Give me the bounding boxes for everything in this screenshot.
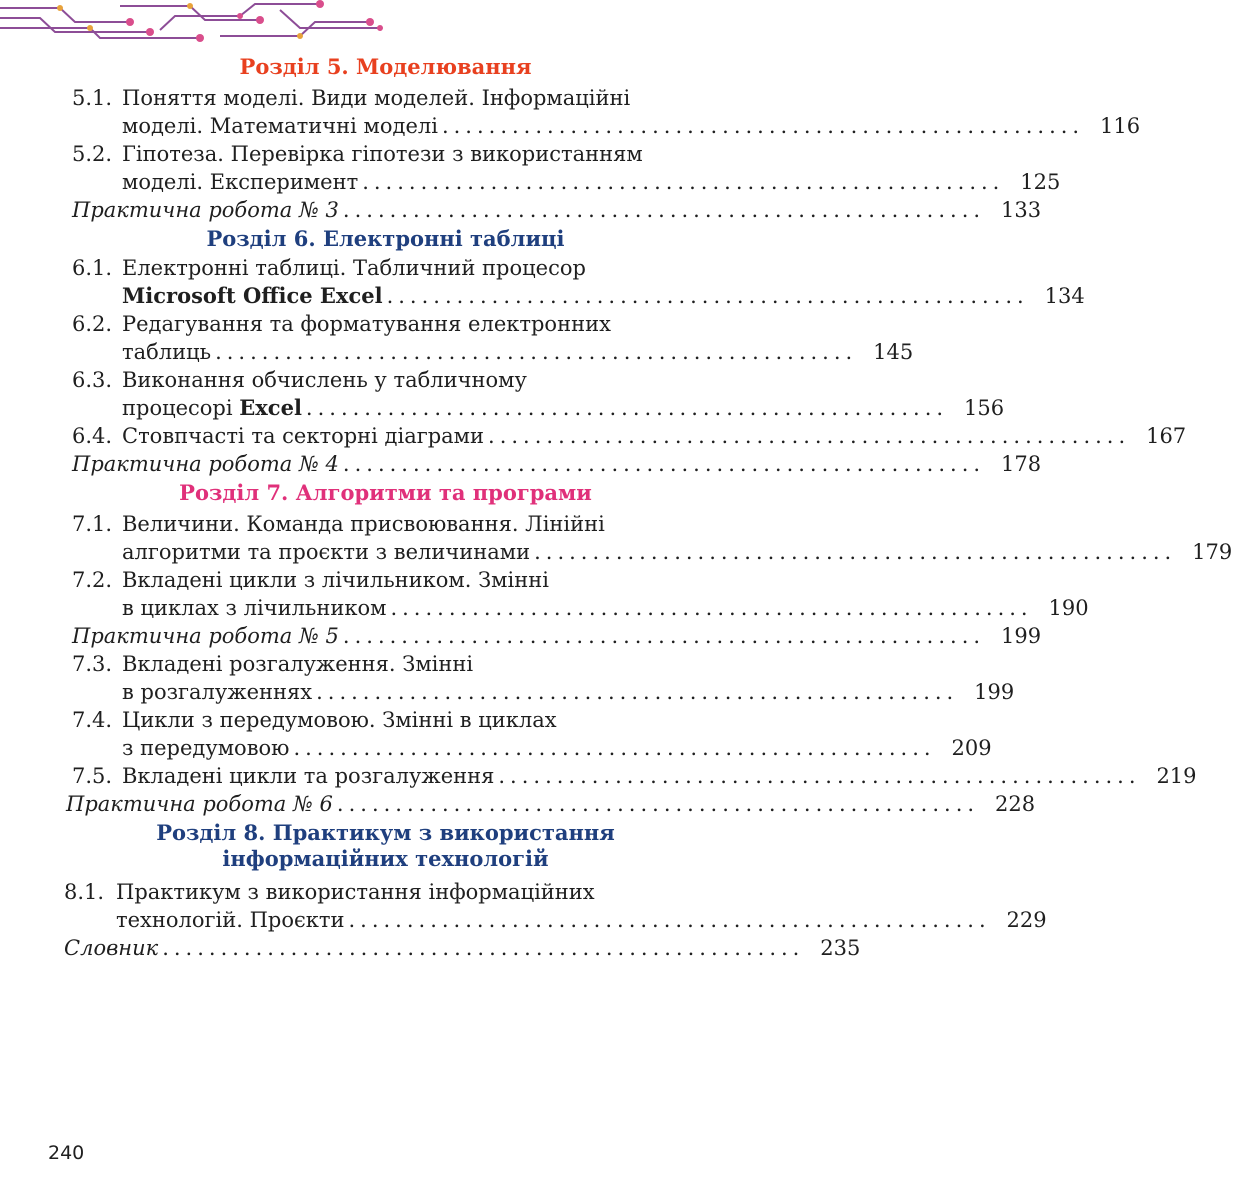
entry-title-line: алгоритми та проєкти з величинами — [122, 540, 531, 564]
entry-title-line: Вкладені цикли з лічильником. Змінні — [122, 568, 549, 592]
page-ref: 179 — [1192, 540, 1233, 564]
entry-title: Стовпчасті та секторні діаграми — [122, 424, 485, 448]
entry-title-line: технологій. Проєкти — [116, 908, 345, 932]
toc-entry-6-3[interactable] — [0, 366, 1005, 422]
page-ref: 116 — [1100, 114, 1141, 138]
page-ref: 167 — [1146, 424, 1187, 448]
dot-leader: ....................................................... — [342, 198, 986, 222]
dot-leader: ....................................................... — [293, 736, 936, 760]
toc-entry-glossary[interactable] — [0, 934, 861, 962]
entry-number: 7.4. — [72, 708, 113, 732]
entry-number: 6.3. — [72, 368, 113, 392]
toc-entry-7-1[interactable] — [0, 510, 1233, 566]
entry-number: 7.3. — [72, 652, 113, 676]
entry-title: Словник — [64, 936, 159, 960]
page-ref: 156 — [963, 396, 1005, 420]
toc-entry-6-4[interactable] — [0, 422, 1187, 450]
page-ref: 199 — [974, 680, 1015, 704]
entry-title-line: Виконання обчислень у табличному — [122, 368, 527, 392]
entry-title-line: Microsoft Office Excel — [122, 283, 383, 308]
toc-entry-practical-6[interactable] — [0, 790, 1036, 818]
page-ref: 145 — [873, 340, 914, 364]
toc-entry-6-2[interactable] — [0, 310, 914, 366]
circuit-decoration — [0, 0, 400, 46]
toc-entry-7-4[interactable] — [0, 706, 992, 762]
entry-number: 6.4. — [72, 424, 113, 448]
dot-leader: ....................................................... — [342, 452, 986, 476]
toc-entry-8-1[interactable] — [0, 878, 1047, 934]
dot-leader: ....................................................... — [441, 114, 1085, 138]
dot-leader: ....................................................... — [534, 540, 1177, 564]
entry-title-line: Практикум з використання інформаційних — [116, 880, 595, 904]
entry-title-line: моделі. Математичні моделі — [122, 114, 438, 138]
entry-title-line: Поняття моделі. Види моделей. Інформаційні — [122, 86, 631, 110]
section-8-heading-line2: інформаційних технологій — [222, 846, 549, 871]
dot-leader: ....................................................... — [336, 792, 980, 816]
section-6-heading: Розділ 6. Електронні таблиці — [206, 226, 565, 251]
entry-title: Вкладені цикли та розгалуження — [122, 764, 495, 788]
toc-entry-5-2[interactable] — [0, 140, 1061, 196]
entry-title-line: Вкладені розгалуження. Змінні — [122, 652, 474, 676]
entry-title-line: таблиць — [122, 340, 212, 364]
dot-leader: ....................................................... — [342, 624, 986, 648]
dot-leader: ....................................................... — [316, 680, 959, 704]
page-ref: 134 — [1044, 284, 1085, 308]
entry-title-line: Цикли з передумовою. Змінні в циклах — [122, 708, 557, 732]
table-of-contents — [0, 54, 1233, 962]
entry-title-line: Гіпотеза. Перевірка гіпотези з використанням — [122, 142, 643, 166]
entry-title-line: Електронні таблиці. Табличний процесор — [122, 256, 586, 280]
dot-leader: ....................................................... — [386, 284, 1029, 308]
page-ref: 190 — [1048, 596, 1089, 620]
toc-entry-practical-5[interactable] — [0, 622, 1042, 650]
entry-title-line: процесорі — [122, 396, 233, 420]
dot-leader: ....................................................... — [498, 764, 1141, 788]
dot-leader: ....................................................... — [305, 396, 949, 420]
toc-entry-7-3[interactable] — [0, 650, 1015, 706]
entry-number: 8.1. — [64, 880, 105, 904]
dot-leader: ....................................................... — [162, 936, 805, 960]
entry-title-line: моделі. Експеримент — [122, 170, 359, 194]
page-ref: 199 — [1000, 624, 1042, 648]
page-ref: 133 — [1000, 198, 1042, 222]
section-8-heading: Розділ 8. Практикум з використання — [156, 820, 615, 845]
entry-title: Практична робота № 6 — [66, 792, 333, 816]
toc-entry-7-2[interactable] — [0, 566, 1089, 622]
toc-entry-6-1[interactable] — [0, 254, 1085, 310]
dot-leader: ....................................................... — [390, 596, 1033, 620]
page-ref: 178 — [1000, 452, 1042, 476]
entry-number: 6.1. — [72, 256, 113, 280]
page-ref: 228 — [994, 792, 1036, 816]
entry-title: Практична робота № 5 — [72, 624, 339, 648]
toc-entry-practical-4[interactable] — [0, 450, 1042, 478]
entry-number: 5.2. — [72, 142, 113, 166]
page-ref: 125 — [1020, 170, 1061, 194]
page-ref: 229 — [1006, 908, 1047, 932]
toc-entry-practical-3[interactable] — [0, 196, 1042, 224]
entry-title-line: Редагування та форматування електронних — [122, 312, 611, 336]
dot-leader: ....................................................... — [362, 170, 1005, 194]
dot-leader: ....................................................... — [488, 424, 1131, 448]
entry-title-bold: Excel — [239, 395, 302, 420]
page-ref: 235 — [820, 936, 861, 960]
entry-title: Практична робота № 4 — [72, 452, 339, 476]
page-ref: 219 — [1156, 764, 1197, 788]
entry-title-line: з передумовою — [122, 736, 290, 760]
page-ref: 209 — [951, 736, 992, 760]
entry-number: 7.5. — [72, 764, 113, 788]
page-number: 240 — [48, 1142, 85, 1164]
entry-title-line: Величини. Команда присвоювання. Лінійні — [122, 512, 605, 536]
dot-leader: ....................................................... — [215, 340, 858, 364]
entry-number: 7.2. — [72, 568, 113, 592]
toc-entry-7-5[interactable] — [0, 762, 1197, 790]
entry-title: Практична робота № 3 — [72, 198, 339, 222]
toc-entry-5-1[interactable] — [0, 84, 1141, 140]
entry-number: 6.2. — [72, 312, 113, 336]
dot-leader: ....................................................... — [348, 908, 991, 932]
section-5-heading: Розділ 5. Моделювання — [239, 54, 532, 79]
entry-number: 7.1. — [72, 512, 113, 536]
entry-title-line: в розгалуженнях — [122, 680, 313, 704]
entry-number: 5.1. — [72, 86, 113, 110]
section-7-heading: Розділ 7. Алгоритми та програми — [179, 480, 592, 505]
entry-title-line: в циклах з лічильником — [122, 596, 387, 620]
